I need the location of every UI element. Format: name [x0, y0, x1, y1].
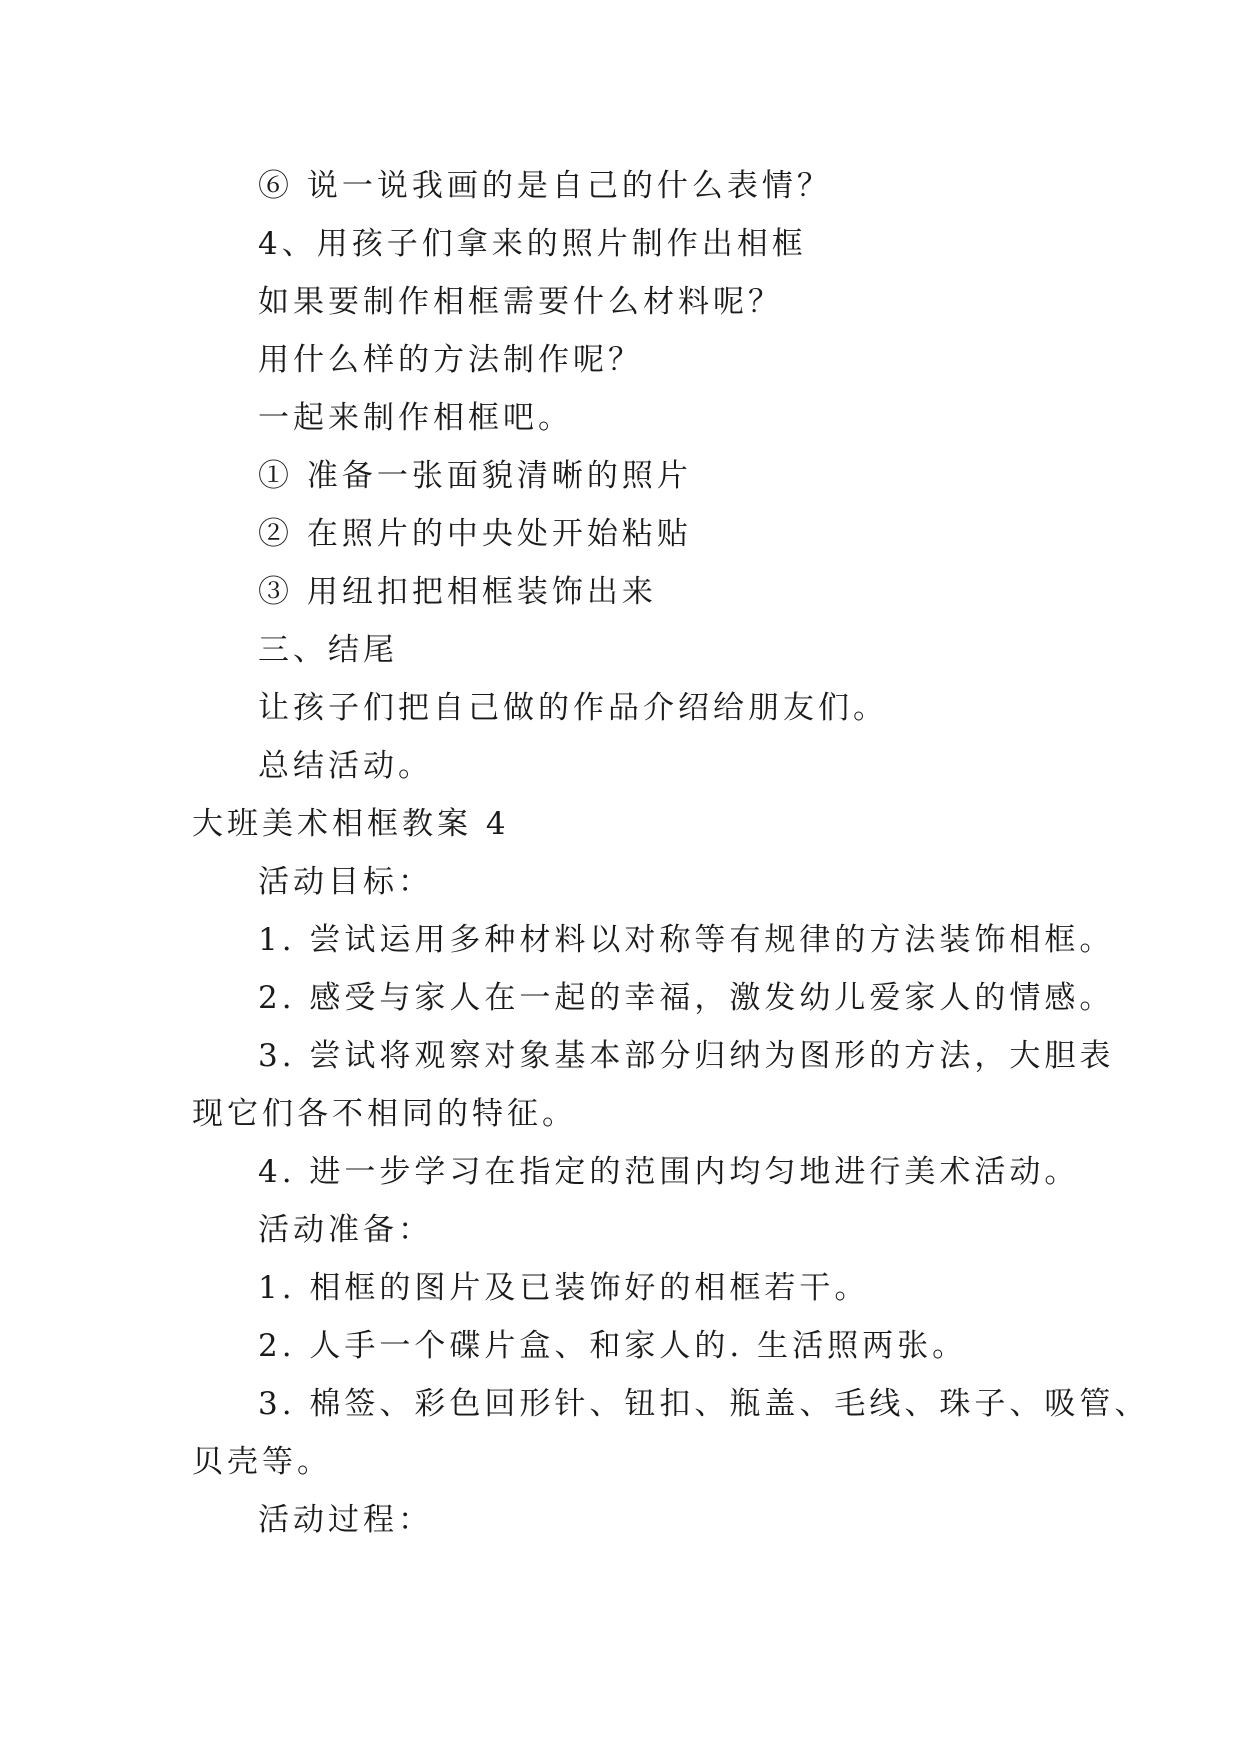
lesson-title: 大班美术相框教案 4 — [192, 806, 510, 842]
paragraph-substep-1: ① 准备一张面貌清晰的照片 — [258, 458, 692, 494]
paragraph-step-4: 4、用孩子们拿来的照片制作出相框 — [258, 226, 807, 262]
paragraph-question-method: 用什么样的方法制作呢？ — [258, 342, 643, 378]
preparation-2: 2. 人手一个碟片盒、和家人的. 生活照两张。 — [258, 1328, 968, 1364]
objective-1: 1. 尝试运用多种材料以对称等有规律的方法装饰相框。 — [258, 922, 1115, 958]
paragraph-question-materials: 如果要制作相框需要什么材料呢？ — [258, 284, 783, 320]
preparation-1: 1. 相框的图片及已装饰好的相框若干。 — [258, 1270, 870, 1306]
preparation-3-continued: 贝壳等。 — [192, 1444, 332, 1480]
heading-preparation: 活动准备： — [258, 1212, 433, 1248]
paragraph-step-6: ⑥ 说一说我画的是自己的什么表情？ — [258, 168, 832, 204]
objective-3: 3. 尝试将观察对象基本部分归纳为图形的方法，大胆表 — [258, 1038, 1115, 1074]
paragraph-substep-2: ② 在照片的中央处开始粘贴 — [258, 516, 692, 552]
heading-process: 活动过程： — [258, 1502, 433, 1538]
paragraph-summary: 总结活动。 — [258, 748, 433, 784]
preparation-3: 3. 棉签、彩色回形针、钮扣、瓶盖、毛线、珠子、吸管、 — [258, 1386, 1150, 1422]
objective-2: 2. 感受与家人在一起的幸福，激发幼儿爱家人的情感。 — [258, 980, 1115, 1016]
paragraph-make-frame: 一起来制作相框吧。 — [258, 400, 573, 436]
objective-4: 4. 进一步学习在指定的范围内均匀地进行美术活动。 — [258, 1154, 1080, 1190]
section-heading-ending: 三、结尾 — [258, 632, 398, 668]
objective-3-continued: 现它们各不相同的特征。 — [192, 1096, 577, 1132]
paragraph-substep-3: ③ 用纽扣把相框装饰出来 — [258, 574, 657, 610]
paragraph-introduce-work: 让孩子们把自己做的作品介绍给朋友们。 — [258, 690, 888, 726]
heading-objectives: 活动目标： — [258, 864, 433, 900]
